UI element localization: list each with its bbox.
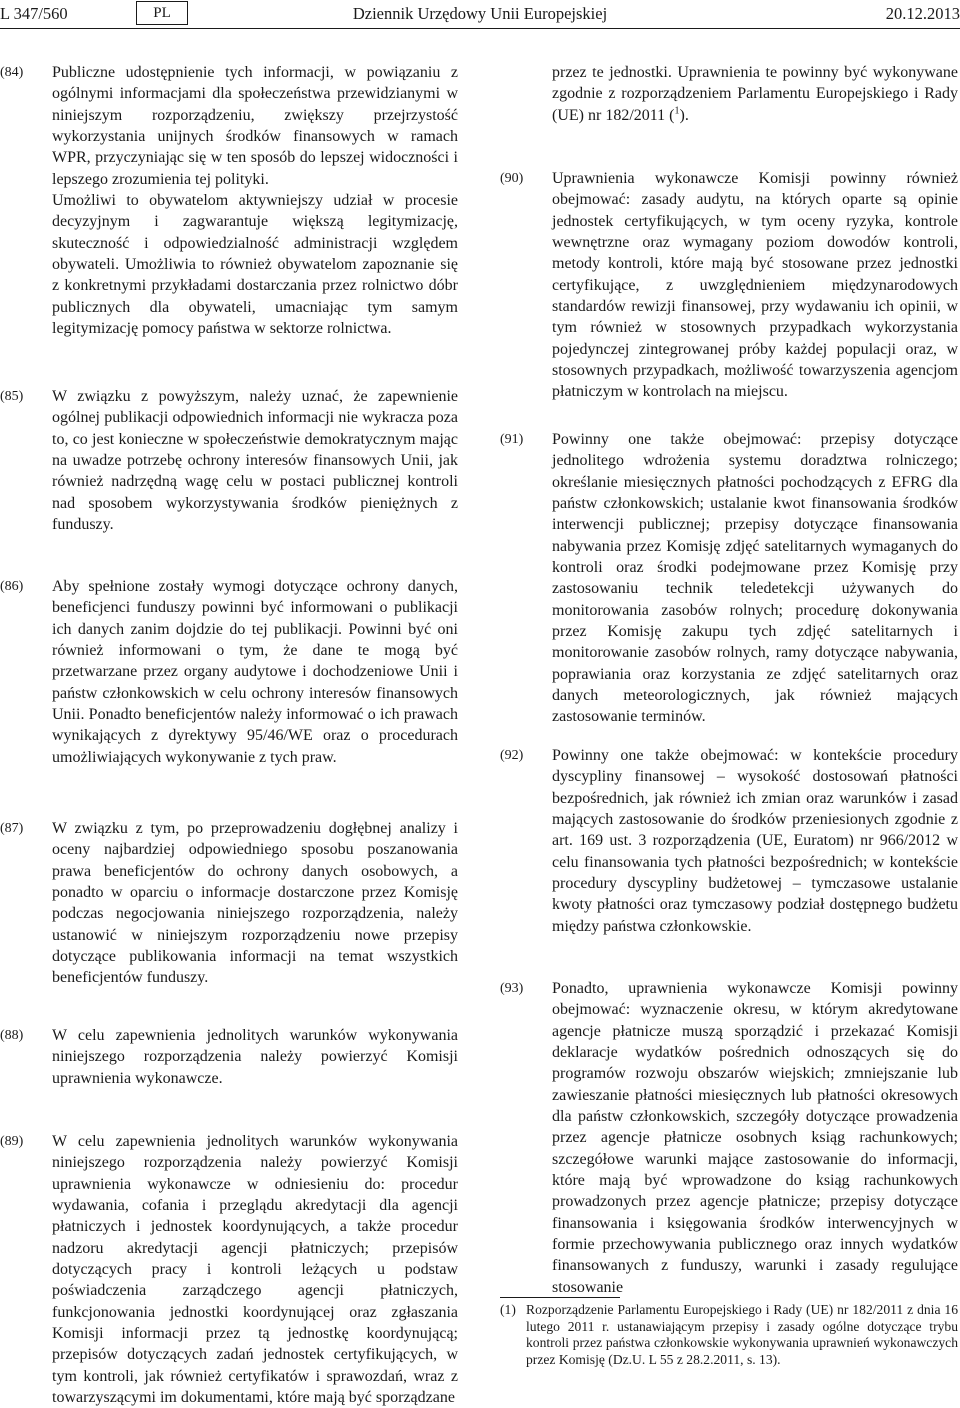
recital-89-continuation: [552, 62, 958, 126]
continuation-text: przez te jednostki. Uprawnienia te powinny być wykonywane zgodnie z rozporządzeniem Parlamentu Europejskiego i Rady (UE) nr 182/2011 (: [552, 64, 958, 124]
recital-number: (92): [500, 748, 524, 763]
recital-paragraph: W celu zapewnienia jednolitych warunków wykonywania niniejszego rozporządzenia należy powierzyć Komisji uprawnienia wykonawcze w odniesieniu do: procedur wydawania, cofania i przeglądu akredytacji dla agencji płatniczych i jednostek koordynujących, a także procedur nadzoru akredytacji agencji płatniczych; przepisów dotyczących pracy i kontroli leżących u podstaw poświadczenia zarządczego agencji płatniczych, funkcjonowania jednostki koordynującej oraz zgłaszania Komisji informacji przez tą jednostkę koordynującą; przepisów dotyczących zadań jednostek certyfikujących, w tym kontroli, jak również certyfikatów i sprawozdań, wraz z towarzyszącymi im dokumentami, które mają być sporządzane: [52, 1133, 458, 1407]
recital-number: (89): [0, 1134, 24, 1149]
page-number: L 347/560: [0, 4, 68, 23]
recital-paragraph: Uprawnienia wykonawcze Komisji powinny również obejmować: zasady audytu, na których oparte są opinie jednostek certyfikujących, w tym oceny ryzyka, kontrole wewnętrzne oraz wymagany poziom dowodów kontroli, metody kontroli, które mają być stosowane przez jednostki certyfikujące, z uwzględnieniem międzynarodowych standardów rewizji finansowej, przy wydawaniu ich opinii, w tym również w stosownych przypadkach wykorzystania pojedynczej zintegrowanej próby każdej populacji oraz, w stosownych przypadkach, możliwość towarzyszenia agencjom płatniczym w kontrolach na miejscu.: [552, 170, 958, 401]
header-divider: [0, 28, 960, 29]
recital-paragraph: Powinny one także obejmować: przepisy dotyczące jednolitego wdrożenia systemu doradztwa rolniczego; określanie miesięcznych płatności pochodzących z EFRG dla państw członkowskich; ustalanie kwot finansowania środków interwencji publicznej; przepisy dotyczące finansowania nabywania przez Komisję zdjęć satelitarnych wymaganych do kontroli oraz środki podejmowane przez Komisję przy zastosowaniu technik teledetekcji używanych do monitorowania zasobów rolnych; procedurę dokonywania przez Komisję zakupu tych zdjęć satelitarnych i monitorowanie zasobów rolnych, ramy dotyczące nabywania, poprawiania oraz korzystania ze zdjęć satelitarnych oraz danych meteorologicznych, jak również mających zastosowanie terminów.: [552, 431, 958, 726]
recital-text: [552, 168, 958, 403]
recital-text: [552, 429, 958, 728]
recital-number: (84): [0, 65, 24, 80]
recital-number: (93): [500, 981, 524, 996]
recital-text: [52, 576, 458, 768]
recital-text: [552, 745, 958, 937]
language-badge: PL: [136, 1, 188, 25]
footnote-marker: (1): [500, 1302, 516, 1317]
continuation-text-end: ).: [679, 106, 689, 124]
footnote-text: Rozporządzenie Parlamentu Europejskiego i Rady (UE) nr 182/2011 z dnia 16 lutego 2011 r. ustanawiającym przepisy i zasady ogólne dotyczące trybu kontroli przez państwa członkowskie wykonywania uprawnień wykonawczych przez Komisję (Dz.U. L 55 z 28.2.2011, s. 13).: [526, 1302, 958, 1367]
recital-text: [52, 62, 458, 339]
recital-paragraph: Ponadto, uprawnienia wykonawcze Komisji powinny obejmować: wyznaczenie okresu, w którym akredytowane agencje płatnicze muszą sporządzić i przekazać Komisji deklaracje wydatków pośrednich odnoszących się do programów rozwoju obszarów wiejskich; zmniejszanie lub zawieszanie płatności miesięcznych lub płatności okresowych dla państw członkowskich, szczegóły dotyczące prowadzenia przez agencje płatnicze osobnych ksiąg rachunkowych; szczegółowe warunki mające zastosowanie do informacji, które mają być wprowadzone do ksiąg rachunkowych prowadzonych przez agencje płatnicze; przepisy dotyczące finansowania i księgowania środków interwencyjnych w formie przechowywania publicznego oraz innych wydatków finansowanych z funduszy, warunki i zasady regulujące stosowanie: [552, 980, 958, 1296]
recital-text: [52, 1025, 458, 1089]
recital-number: (85): [0, 389, 24, 404]
recital-paragraph: Powinny one także obejmować: w kontekście procedury dyscypliny finansowej – wysokość dostosowań płatności bezpośrednich, jak również ich zmian oraz warunków i zasad mających zastosowanie do środków przeniesionych zgodnie z art. 169 ust. 3 rozporządzenia (UE, Euratom) nr 966/2012 w celu finansowania tych płatności bezpośrednich; w kontekście procedury dyscypliny budżetowej – tymczasowe ustalanie kwoty płatności oraz tymczasowy podział dostępnego budżetu między państwa członkowskie.: [552, 747, 958, 935]
recital-paragraph: W związku z tym, po przeprowadzeniu dogłębnej analizy i oceny najbardziej odpowiedniego sposobu poszanowania prawa beneficjentów do ochrony danych osobowych, a ponadto w oparciu o informacje dostarczone przez Komisję podczas negocjowania niniejszego rozporządzenia, należy ustanowić w niniejszym rozporządzeniu nowe przepisy dotyczące publikowania informacji na temat wszystkich beneficjentów funduszy.: [52, 820, 458, 987]
continuation-paragraph: [552, 62, 958, 126]
journal-title: Dziennik Urzędowy Unii Europejskiej: [352, 4, 608, 23]
recital-text: [52, 386, 458, 535]
recital-text: [52, 818, 458, 989]
footnote-divider: [500, 1297, 620, 1298]
recital-paragraph: Umożliwi to obywatelom aktywniejszy udział w procesie decyzyjnym i zagwarantuje większą legitymizację, skuteczność i odpowiedzialność administracji względem obywateli. Umożliwia to również obywatelom zapoznanie się z konkretnymi przykładami dostarczania przez rolnictwo dóbr publicznych dla obywateli, umacniając tym samym legitymizację pomocy państwa w sektorze rolnictwa.: [52, 192, 458, 338]
recital-number: (90): [500, 171, 524, 186]
recital-text: [52, 1131, 458, 1408]
issue-date: 20.12.2013: [885, 4, 960, 23]
footnote-reference[interactable]: 1: [674, 105, 680, 117]
recital-number: (86): [0, 579, 24, 594]
page-header: [0, 0, 960, 30]
recital-number: (91): [500, 432, 524, 447]
recital-paragraph: Aby spełnione zostały wymogi dotyczące ochrony danych, beneficjenci funduszy powinni być informowani o publikacji ich danych zanim dojdzie do tej publikacji. Powinni być oni również informowani o tym, że dane te mogą być przetwarzane przez organy audytowe i dochodzeniowe Unii i państw członkowskich w celu ochrony interesów finansowych Unii. Ponadto beneficjentów należy informować o ich prawach wynikających z dyrektywy 95/46/WE oraz o procedurach umożliwiających wykonywanie z tych praw.: [52, 578, 458, 766]
recital-number: (88): [0, 1028, 24, 1043]
recital-number: (87): [0, 821, 24, 836]
recital-paragraph: W związku z powyższym, należy uznać, że zapewnienie ogólnej publikacji odpowiednich informacji nie wykracza poza to, co jest konieczne w społeczeństwie demokratycznym mając na uwadze potrzebę ochrony interesów finansowych Unii, jak również nadrzędną wagę celu w postaci publicznej kontroli nad sposobem wykorzystywania środków pieniężnych z funduszy.: [52, 388, 458, 534]
recital-paragraph: Publiczne udostępnienie tych informacji, w powiązaniu z ogólnymi informacjami dla społeczeństwa przewidzianymi w niniejszym rozporządzeniu, zwiększy przejrzystość wykorzystania unijnych środków finansowych w ramach WPR, przyczyniając się w ten sposób do lepszej widoczności i lepszego zrozumienia tej polityki.: [52, 64, 458, 188]
recital-text: [552, 978, 958, 1298]
recital-paragraph: W celu zapewnienia jednolitych warunków wykonywania niniejszego rozporządzenia należy powierzyć Komisji uprawnienia wykonawcze.: [52, 1027, 458, 1087]
